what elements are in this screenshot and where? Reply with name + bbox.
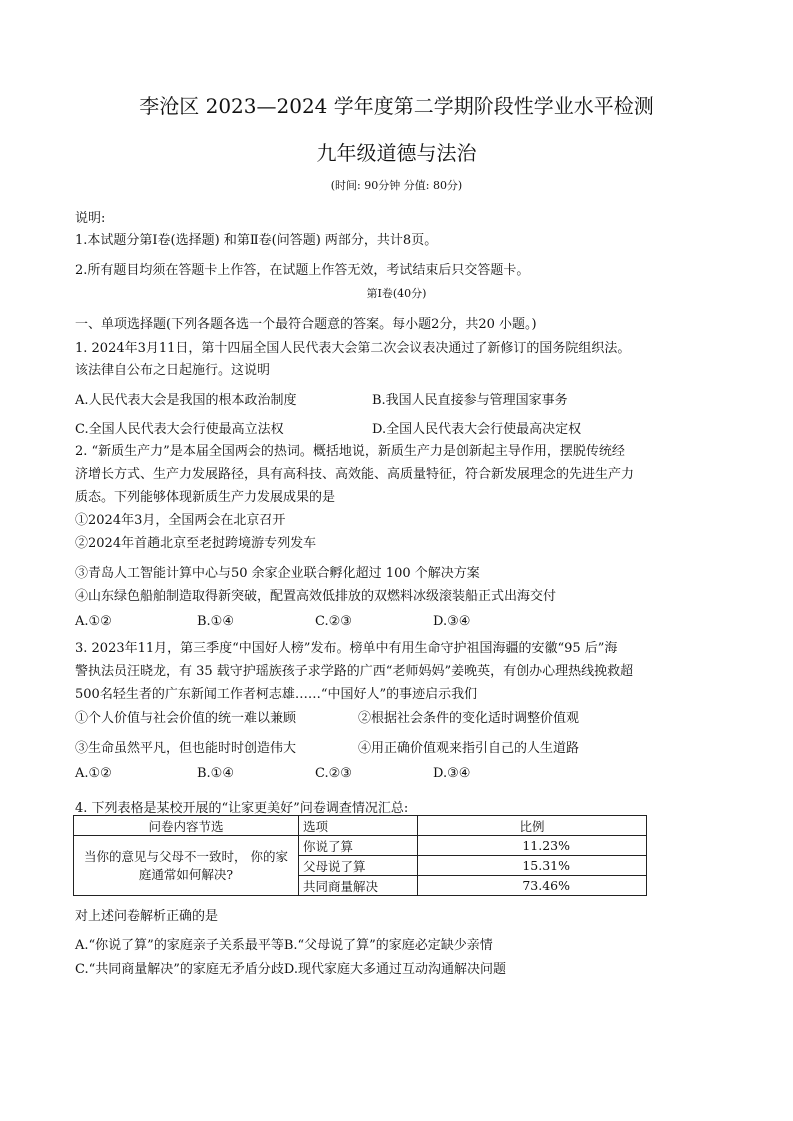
q1-stem-line: 该法律自公布之日起施行。这说明 xyxy=(75,363,271,378)
q3-stem-line: 3. 2023年11月，第三季度“中国好人榜”发布。榜单中有用生命守护祖国海疆的安徽“95 后”海 xyxy=(75,641,618,656)
note-item: 2.所有题目均须在答题卡上作答，在试题上作答无效，考试结束后只交答题卡。 xyxy=(75,263,530,278)
table-ratio-cell: 15.31% xyxy=(418,856,647,876)
q2-option-a: A.①② xyxy=(75,614,112,629)
q3-option-a: A.①② xyxy=(75,766,112,781)
subject-title: 九年级道德与法治 xyxy=(316,141,477,165)
note-item: 1.本试题分第Ⅰ卷(选择题) 和第Ⅱ卷(问答题) 两部分，共计8页。 xyxy=(75,233,438,248)
q1-option-c: C.全国人民代表大会行使最高立法权 xyxy=(75,422,284,437)
table-option-cell: 共同商量解决 xyxy=(299,876,418,896)
table-question-cell: 当你的意见与父母不一致时， 你的家庭通常如何解决? xyxy=(74,836,299,896)
section-title: 第Ⅰ卷(40分) xyxy=(366,287,427,300)
q3-option-c: C.②③ xyxy=(315,766,352,781)
q1-stem-line: 1. 2024年3月11日，第十四届全国人民代表大会第二次会议表决通过了新修订的国务院组织法。 xyxy=(75,341,631,356)
q2-option-c: C.②③ xyxy=(315,614,352,629)
q3-stem-line: 500名轻生者的广东新闻工作者柯志雄……“中国好人”的事迹启示我们 xyxy=(75,687,478,702)
q3-option-b: B.①④ xyxy=(197,766,234,781)
table-row xyxy=(74,836,647,856)
q2-stem-line: 2. “新质生产力”是本届全国两会的热词。概括地说，新质生产力是创新起主导作用，摆脱传统经 xyxy=(75,444,625,459)
survey-table xyxy=(73,815,647,896)
table-header-cell: 问卷内容节选 xyxy=(74,816,299,836)
table-header-row xyxy=(74,816,647,836)
q2-stem-line: 质态。下列能够体现新质生产力发展成果的是 xyxy=(75,490,336,505)
q4-stem: 4. 下列表格是某校开展的“让家更美好”问卷调查情况汇总: xyxy=(75,801,409,816)
table-ratio-cell: 11.23% xyxy=(418,836,647,856)
q3-stem-line: 警执法员汪晓龙，有 35 载守护瑶族孩子求学路的广西“老师妈妈”姜晚英，有创办心理热线挽救超 xyxy=(75,664,634,679)
exam-title: 李沧区 2023—2024 学年度第二学期阶段性学业水平检测 xyxy=(139,94,654,118)
q1-option-d: D.全国人民代表大会行使最高决定权 xyxy=(372,422,582,437)
q3-option-d: D.③④ xyxy=(433,766,471,781)
q4-after: 对上述问卷解析正确的是 xyxy=(75,909,219,924)
q1-option-a: A.人民代表大会是我国的根本政治制度 xyxy=(75,393,297,408)
q3-item: ④用正确价值观来指引自己的人生道路 xyxy=(358,741,580,756)
table-header-cell: 比例 xyxy=(418,816,647,836)
q3-item: ②根据社会条件的变化适时调整价值观 xyxy=(358,711,580,726)
section-instruction: 一、单项选择题(下列各题各选一个最符合题意的答案。每小题2分，共20 小题。) xyxy=(75,317,537,332)
q2-item: ④山东绿色船舶制造取得新突破，配置高效低排放的双燃料冰级滚装船正式出海交付 xyxy=(75,589,557,604)
table-option-cell: 你说了算 xyxy=(299,836,418,856)
table-ratio-cell: 73.46% xyxy=(418,876,647,896)
q4-option-ab: A.“你说了算”的家庭亲子关系最平等B.“父母说了算”的家庭必定缺少亲情 xyxy=(75,938,493,953)
q2-stem-line: 济增长方式、生产力发展路径，具有高科技、高效能、高质量特征，符合新发展理念的先进生产力 xyxy=(75,467,635,482)
notes-heading: 说明: xyxy=(75,211,106,226)
exam-info: (时间: 90分钟 分值: 80分) xyxy=(330,179,463,192)
q2-option-b: B.①④ xyxy=(197,614,234,629)
q2-option-d: D.③④ xyxy=(433,614,471,629)
table-option-cell: 父母说了算 xyxy=(299,856,418,876)
table-header-cell: 选项 xyxy=(299,816,418,836)
q2-item: ①2024年3月，全国两会在北京召开 xyxy=(75,513,286,528)
q1-option-b: B.我国人民直接参与管理国家事务 xyxy=(372,393,568,408)
q4-option-cd: C.“共同商量解决”的家庭无矛盾分歧D.现代家庭大多通过互动沟通解决问题 xyxy=(75,962,506,977)
q3-item: ①个人价值与社会价值的统一难以兼顾 xyxy=(75,711,297,726)
q3-item: ③生命虽然平凡，但也能时时创造伟大 xyxy=(75,741,297,756)
q2-item: ②2024年首趟北京至老挝跨境游专列发车 xyxy=(75,536,317,551)
q2-item: ③青岛人工智能计算中心与50 余家企业联合孵化超过 100 个解决方案 xyxy=(75,566,480,581)
